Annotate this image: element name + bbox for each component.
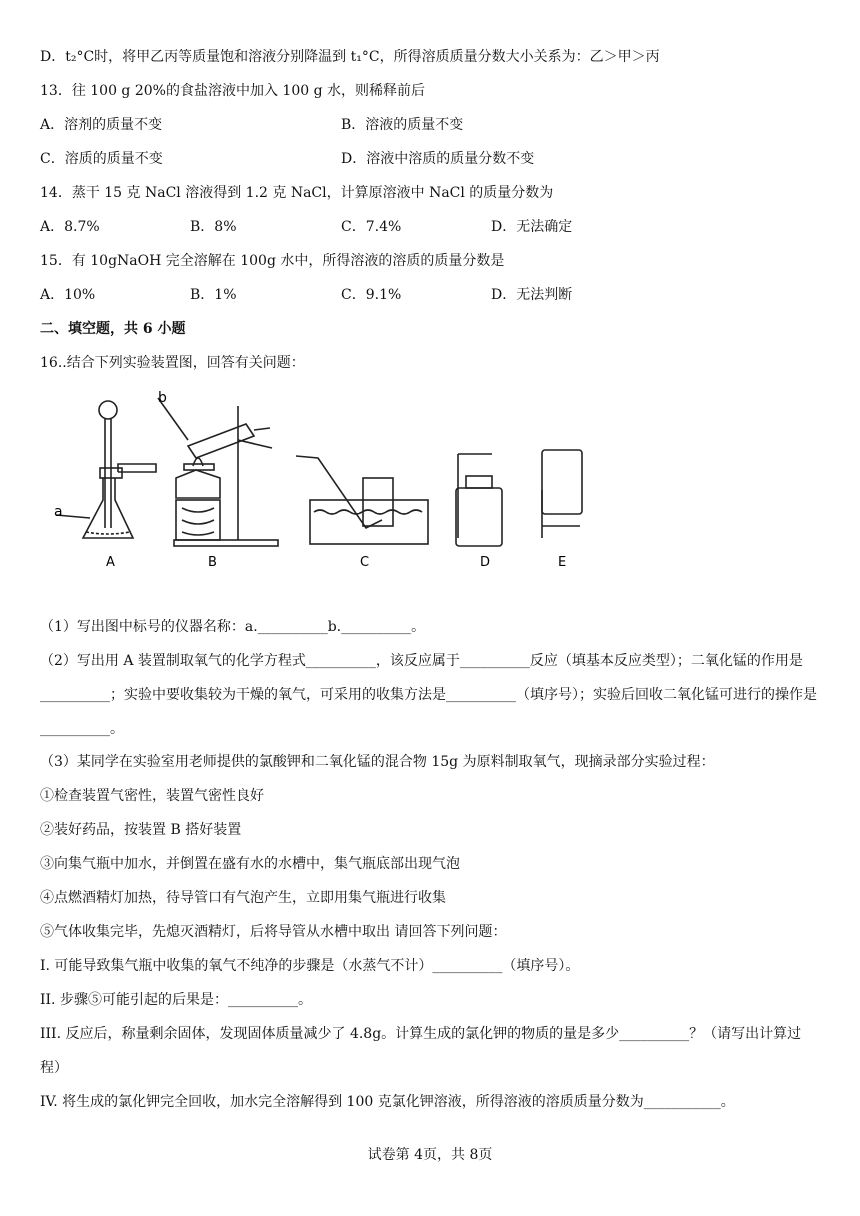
page-footer: 试卷第 4页，共 8页: [367, 1147, 493, 1163]
figure-label-a: a: [54, 504, 63, 520]
q15-option-d: D．无法判断: [491, 287, 573, 303]
apparatus-c-trough: [296, 456, 428, 544]
question-iv: IV. 将生成的氯化钾完全回收，加水完全溶解得到 100 克氯化钾溶液，所得溶液的溶质质量分数为___________。: [40, 1094, 735, 1110]
question-i: I. 可能导致集气瓶中收集的氧气不纯净的步骤是（水蒸气不计）__________（填序号）。: [40, 958, 580, 974]
q16-part-3: （3）某同学在实验室用老师提供的氯酸钾和二氧化锰的混合物 15g 为原料制取氧气，现摘录部分实验过程：: [40, 754, 715, 770]
step-2: ②装好药品，按装置 B 搭好装置: [40, 822, 242, 838]
question-ii: II. 步骤⑤可能引起的后果是：__________。: [40, 992, 312, 1008]
q14-option-b: B．8%: [190, 219, 237, 235]
figure-label-E: E: [558, 555, 567, 570]
q15-option-a: A．10%: [40, 287, 96, 303]
q15-stem: 15．有 10gNaOH 完全溶解在 100g 水中，所得溶液的溶质的质量分数是: [40, 253, 505, 269]
q12-option-d: D．t₂°C时，将甲乙丙等质量饱和溶液分别降温到 t₁°C，所得溶质质量分数大小关系为：乙＞甲＞丙: [40, 49, 660, 65]
apparatus-b-stand: [158, 398, 278, 546]
q14-stem: 14．蒸干 15 克 NaCl 溶液得到 1.2 克 NaCl，计算原溶液中 NaCl 的质量分数为: [40, 185, 554, 201]
step-5: ⑤气体收集完毕，先熄灭酒精灯，后将导管从水槽中取出 请回答下列问题：: [40, 924, 507, 940]
section-heading: 二、填空题，共 6 小题: [40, 321, 186, 337]
figure-label-b: b: [158, 390, 167, 406]
q13-option-d: D．溶液中溶质的质量分数不变: [341, 151, 535, 167]
figure-label-C: C: [360, 555, 370, 570]
step-1: ①检查装置气密性，装置气密性良好: [40, 788, 264, 804]
q15-option-c: C．9.1%: [341, 287, 402, 303]
q16-stem: 16..结合下列实验装置图，回答有关问题：: [40, 355, 305, 371]
q16-part-1: （1）写出图中标号的仪器名称：a.__________b.__________。: [40, 619, 426, 635]
question-iii: III. 反应后，称量剩余固体，发现固体质量减少了 4.8g。计算生成的氯化钾的物质的量是多少__________？（请写出计算过程）: [40, 1026, 802, 1076]
figure-label-A: A: [106, 555, 115, 570]
q15-option-b: B．1%: [190, 287, 237, 303]
q14-option-d: D．无法确定: [491, 219, 573, 235]
figure-label-D: D: [480, 555, 491, 570]
q13-option-a: A．溶剂的质量不变: [40, 117, 163, 133]
q13-stem: 13．往 100 g 20%的食盐溶液中加入 100 g 水，则稀释前后: [40, 83, 425, 99]
q13-option-c: C．溶质的质量不变: [40, 151, 163, 167]
figure-label-B: B: [208, 555, 217, 570]
apparatus-e-bottle: [542, 450, 582, 538]
q14-option-c: C．7.4%: [341, 219, 402, 235]
apparatus-d-bottle: [456, 454, 502, 546]
q16-part-2: （2）写出用 A 装置制取氧气的化学方程式__________，该反应属于__________反应（填基本反应类型）；二氧化锰的作用是__________；实验中要收集较为干燥的氧气，可采用的收集方法是__________（填序号）；实验后回收二氧化锰可进行的操作是__________。: [40, 653, 817, 737]
apparatus-figure: [48, 388, 588, 572]
step-4: ④点燃酒精灯加热，待导管口有气泡产生，立即用集气瓶进行收集: [40, 890, 446, 906]
q13-option-b: B．溶液的质量不变: [341, 117, 464, 133]
step-3: ③向集气瓶中加水，并倒置在盛有水的水槽中，集气瓶底部出现气泡: [40, 856, 460, 872]
apparatus-a-flask: [56, 401, 156, 538]
q14-option-a: A．8.7%: [40, 219, 100, 235]
